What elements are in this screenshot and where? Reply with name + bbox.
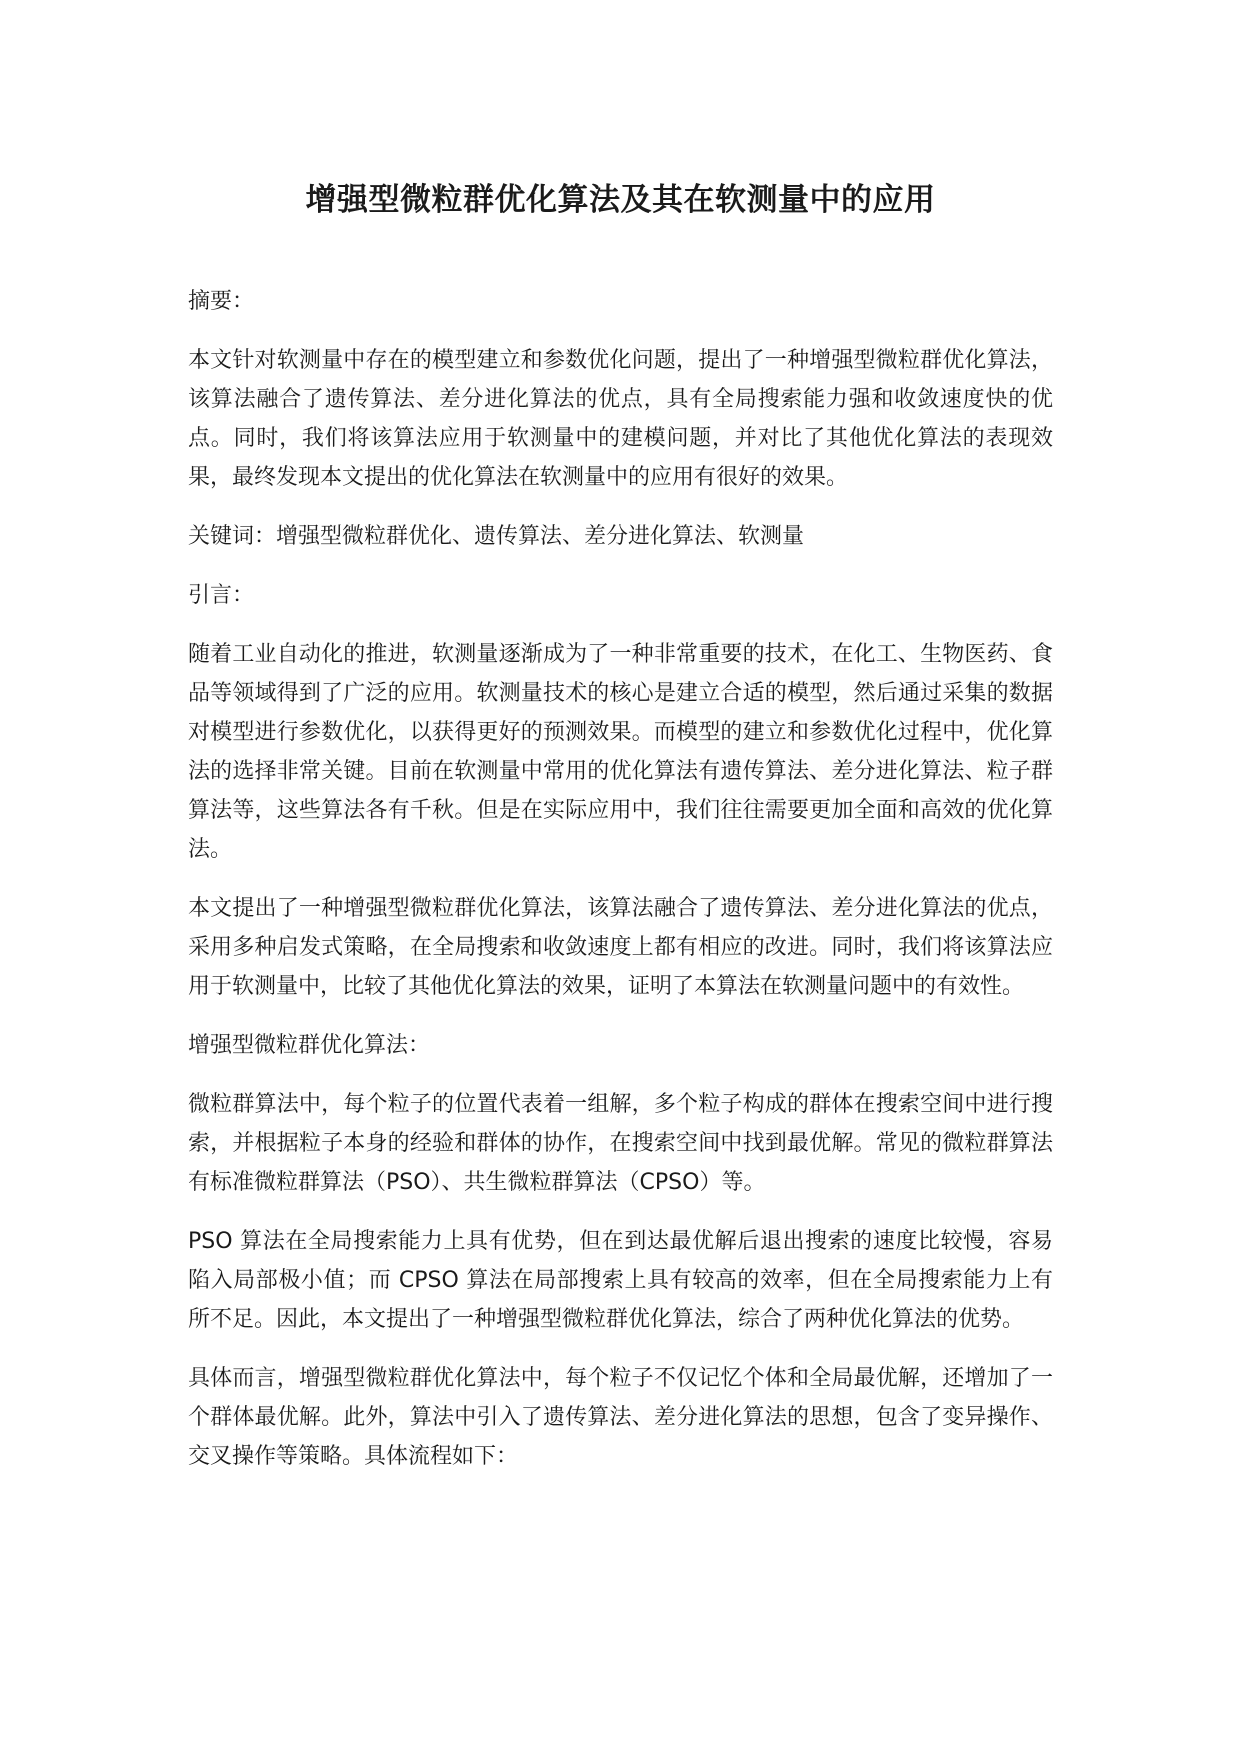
section-paragraph-2: PSO 算法在全局搜索能力上具有优势，但在到达最优解后退出搜索的速度比较慢，容易陷入局部极小值；而 CPSO 算法在局部搜索上具有较高的效率，但在全局搜索能力上有所不足。因此，本文提出了一种增强型微粒群优化算法，综合了两种优化算法的优势。 <box>188 1229 1053 1332</box>
section-heading-epso: 增强型微粒群优化算法： <box>188 1033 431 1058</box>
introduction-paragraph-1: 随着工业自动化的推进，软测量逐渐成为了一种非常重要的技术，在化工、生物医药、食品等领域得到了广泛的应用。软测量技术的核心是建立合适的模型，然后通过采集的数据对模型进行参数优化，以获得更好的预测效果。而模型的建立和参数优化过程中，优化算法的选择非常关键。目前在软测量中常用的优化算法有遗传算法、差分进化算法、粒子群算法等，这些算法各有千秋。但是在实际应用中，我们往往需要更加全面和高效的优化算法。 <box>188 642 1053 862</box>
section-paragraph-1: 微粒群算法中，每个粒子的位置代表着一组解，多个粒子构成的群体在搜索空间中进行搜索，并根据粒子本身的经验和群体的协作，在搜索空间中找到最优解。常见的微粒群算法有标准微粒群算法（PSO）、共生微粒群算法（CPSO）等。 <box>188 1092 1053 1195</box>
introduction-paragraph-2: 本文提出了一种增强型微粒群优化算法，该算法融合了遗传算法、差分进化算法的优点，采用多种启发式策略，在全局搜索和收敛速度上都有相应的改进。同时，我们将该算法应用于软测量中，比较了其他优化算法的效果，证明了本算法在软测量问题中的有效性。 <box>188 896 1053 999</box>
document-body <box>188 282 1053 1496</box>
section-paragraph-3: 具体而言，增强型微粒群优化算法中，每个粒子不仅记忆个体和全局最优解，还增加了一个群体最优解。此外，算法中引入了遗传算法、差分进化算法的思想，包含了变异操作、交叉操作等策略。具体流程如下： <box>188 1366 1053 1469</box>
abstract-paragraph: 本文针对软测量中存在的模型建立和参数优化问题，提出了一种增强型微粒群优化算法，该算法融合了遗传算法、差分进化算法的优点，具有全局搜索能力强和收敛速度快的优点。同时，我们将该算法应用于软测量中的建模问题，并对比了其他优化算法的表现效果，最终发现本文提出的优化算法在软测量中的应用有很好的效果。 <box>188 348 1053 490</box>
document-title: 增强型微粒群优化算法及其在软测量中的应用 <box>305 182 936 218</box>
introduction-label: 引言： <box>188 583 255 608</box>
abstract-label: 摘要： <box>188 289 255 314</box>
keywords-line: 关键词：增强型微粒群优化、遗传算法、差分进化算法、软测量 <box>188 524 805 549</box>
